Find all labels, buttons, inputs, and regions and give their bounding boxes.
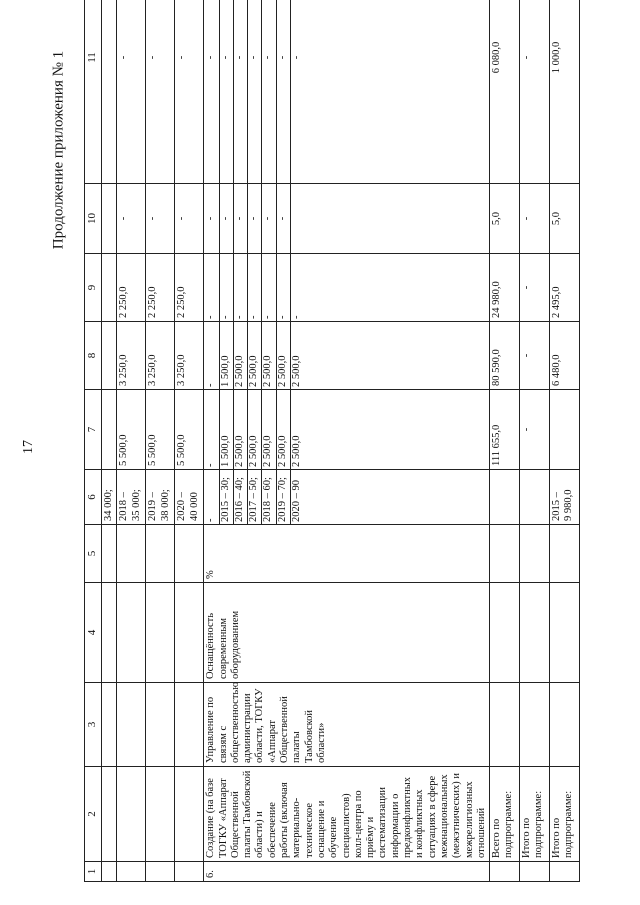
cell-other: - [520,0,550,184]
sub-value: - [205,0,219,183]
cell-other: 6 080,0 [490,0,520,184]
header-cell: 11 [85,0,102,184]
sub-values-c9 [204,254,490,322]
sub-value [291,184,292,253]
cell-target-value [550,470,580,525]
cell-target-value [175,470,204,525]
rotated-table-container [84,32,575,882]
sub-value: - [262,254,276,321]
cell-local: - [117,184,146,254]
cell-regional: 80 590,0 [490,322,520,390]
sub-value: - [234,254,248,321]
cell [175,525,204,583]
cell [102,184,117,254]
total-label: Итого по подпрограмме: [550,767,580,862]
sub-value: - [205,254,219,321]
cell [175,862,204,882]
sub-value: 2 500,0 [291,355,303,387]
cell [520,470,550,525]
sub-value: - [220,184,234,253]
sub-value: 2017 – 50; [248,470,262,524]
total-row [490,0,520,882]
sub-values-c6 [204,470,490,525]
cell [175,683,204,767]
header-cell: 8 [85,322,102,390]
sub-value: - [234,0,248,183]
cell-other: 1 000,0 [550,0,580,184]
cell [146,767,175,862]
sub-values-c8 [204,322,490,390]
sub-value: 2 500,0 [262,390,276,469]
text-line: 2020 – [176,492,188,521]
sub-value: - [277,0,291,183]
header-cell: 2 [85,767,102,862]
sub-value: - [248,184,262,253]
column-number-row [85,0,102,882]
cell [146,525,175,583]
text-line: 2015 – [551,492,563,521]
cell-federal: 2 250,0 [117,254,146,322]
cell-local: - [175,184,204,254]
cell-local: 5,0 [550,184,580,254]
cell-other: - [175,0,204,184]
cell [175,767,204,862]
sub-value: - [291,55,303,60]
sub-value: 2 500,0 [277,322,291,389]
cell-target-value [146,470,175,525]
cell [102,767,117,862]
cell [102,583,117,683]
sub-value: 2018 – 60; [262,470,276,524]
total-label: Итого по подпрограмме: [520,767,550,862]
sub-values-c11 [204,0,490,184]
sub-value: 1 500,0 [220,390,234,469]
table-row [175,0,204,882]
cell [520,583,550,683]
cell [102,0,117,184]
header-cell: 5 [85,525,102,583]
header-cell: 7 [85,390,102,470]
cell-total: 111 655,0 [490,390,520,470]
cell-federal: 2 495,0 [550,254,580,322]
cell-other: - [117,0,146,184]
appendix-table [84,0,580,882]
sub-value: 2016 – 40; [234,470,248,524]
cell [490,683,520,767]
sub-value: - [248,254,262,321]
header-cell: 9 [85,254,102,322]
cell [550,525,580,583]
sub-value: - [262,0,276,183]
cell-other: - [146,0,175,184]
sub-value: 2020 – 90 [291,480,303,522]
cell-regional: - [520,322,550,390]
cell [117,683,146,767]
sub-value: - [205,390,219,469]
cell [146,583,175,683]
cell-local: - [146,184,175,254]
sub-value: - [205,322,219,389]
cell [490,525,520,583]
cell [490,862,520,882]
sub-value: - [248,0,262,183]
cell [102,683,117,767]
cell [102,322,117,390]
cell-federal: 2 250,0 [146,254,175,322]
cell-local: - [520,184,550,254]
sub-value: - [277,254,291,321]
cell [102,390,117,470]
sub-value: - [277,184,291,253]
sub-value: - [205,470,219,524]
page-number: 17 [21,440,36,454]
cell-total: - [520,390,550,470]
cell [520,525,550,583]
sub-value: - [234,184,248,253]
sub-value: 2 500,0 [234,390,248,469]
cell [490,583,520,683]
cell [117,525,146,583]
cell-total: 5 500,0 [117,390,146,470]
cell [490,470,520,525]
cell-regional: 3 250,0 [117,322,146,390]
sub-value: 2 500,0 [248,390,262,469]
sub-value: - [262,184,276,253]
cell-federal: 2 250,0 [175,254,204,322]
cell-total: 5 500,0 [175,390,204,470]
sub-value: - [291,315,303,319]
cell [117,862,146,882]
cell [146,862,175,882]
text-line: 2019 – [147,492,159,521]
sub-value: 2 500,0 [262,322,276,389]
sub-value: 2015 – 30; [220,470,234,524]
table-row [146,0,175,882]
cell [520,683,550,767]
cell [102,525,117,583]
cell-total: 5 500,0 [146,390,175,470]
cell [550,583,580,683]
cell [102,254,117,322]
total-row [550,0,580,882]
header-cell: 1 [85,862,102,882]
header-cell: 10 [85,184,102,254]
sub-value: 1 500,0 [220,322,234,389]
cell-target-value: 34 000; [102,470,117,525]
sub-value: 2 500,0 [277,390,291,469]
unit: % [204,525,490,583]
text-line: 35 000; [130,489,142,521]
header-cell: 6 [85,470,102,525]
cell-total [550,390,580,470]
cell [550,683,580,767]
text-line: 38 000; [159,489,171,521]
total-label: Всего по подпрограмме: [490,767,520,862]
table-row [117,0,146,882]
sub-values-c7 [204,390,490,470]
executor: Управление по связям с общественностью администрации области, ТОГКУ «Аппарат Общественной палаты Тамбовской области» [204,683,490,767]
text-line: 9 980,0 [563,489,575,521]
cell [102,862,117,882]
cell [175,583,204,683]
text-line: 2018 – [118,492,130,521]
sub-value: 2 500,0 [248,322,262,389]
indicator: Оснащённость современным оборудованием [204,583,490,683]
text-line: 40 000 [188,492,200,521]
header-cell: 3 [85,683,102,767]
table-row [102,0,117,882]
cell-target-value [117,470,146,525]
total-row [520,0,550,882]
cell [146,683,175,767]
sub-value: 2019 – 70; [277,470,291,524]
cell-local: 5,0 [490,184,520,254]
cell [117,767,146,862]
table-row-6 [204,0,490,882]
cell-regional: 3 250,0 [175,322,204,390]
header-cell: 4 [85,583,102,683]
cell [117,583,146,683]
sub-value: 2 500,0 [291,435,303,467]
cell-federal: - [520,254,550,322]
sub-value: - [220,254,234,321]
cell [550,862,580,882]
cell-regional: 3 250,0 [146,322,175,390]
row-number: 6. [204,862,490,882]
sub-value: - [205,184,219,253]
sub-value: 2 500,0 [234,322,248,389]
cell-regional: 6 480,0 [550,322,580,390]
sub-value: - [220,0,234,183]
sub-values-c10 [204,184,490,254]
cell-federal: 24 980,0 [490,254,520,322]
appendix-continuation-title: Продолжение приложения № 1 [50,50,67,250]
activity-name: Создание (на базе ТОГКУ «Аппарат Общественной палаты Тамбовской области) и обеспечение работы (включая материально-техническое оснащение и обучение специалистов) колл-центра по приёму и систематизации информации о предконфликтных и конфликтных ситуациях в сфере межнациональных (межэтнических) и межрелигиозных отношений [204,767,490,862]
cell [520,862,550,882]
